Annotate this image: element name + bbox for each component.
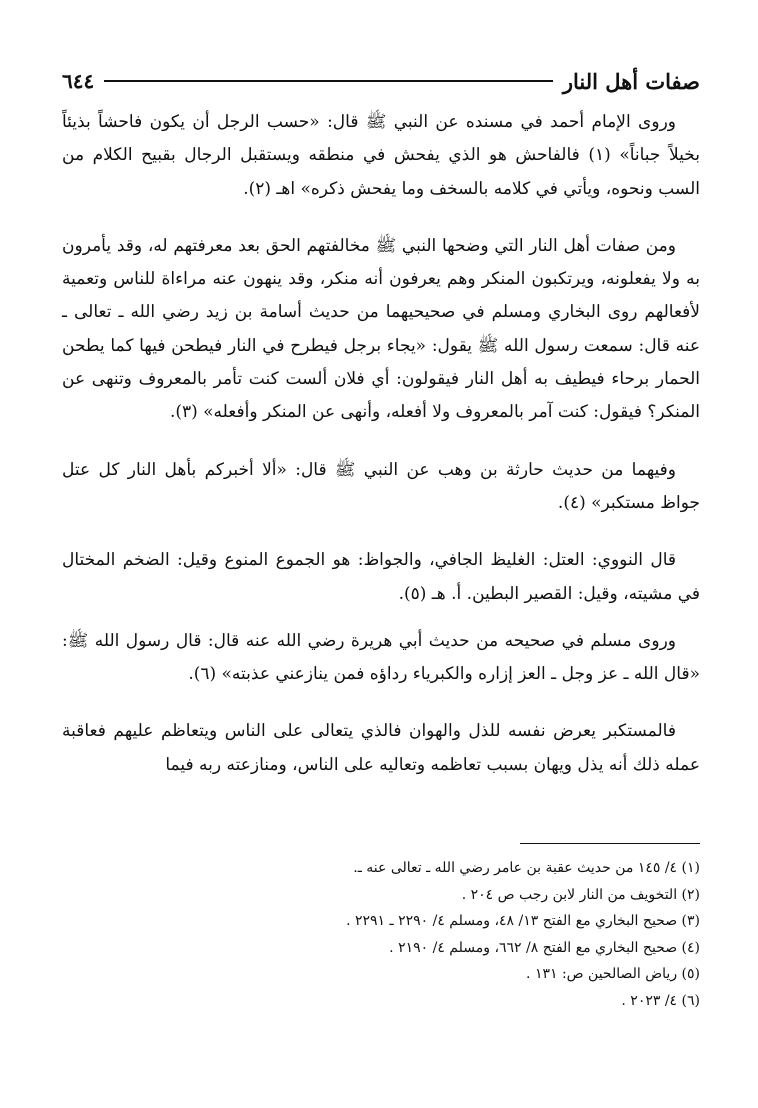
paragraph: وفيهما من حديث حارثة بن وهب عن النبي ﷺ قال: «ألا أخبركم بأهل النار كل عتل جواظ مستكبر» (٤). xyxy=(62,459,700,513)
paragraph: وروى مسلم في صحيحه من حديث أبي هريرة رضي الله عنه قال: قال رسول الله ﷺ: «قال الله ـ عز وجل ـ العز إزاره والكبرياء رداؤه فمن ينازعني عذبته» (٦). xyxy=(62,630,700,685)
footnote: (٤) صحيح البخاري مع الفتح ٨/ ٦٦٢، ومسلم ٤/ ٢١٩٠ . xyxy=(389,939,700,956)
paragraph: فالمستكبر يعرض نفسه للذل والهوان فالذي يتعالى على الناس ويتعاظم عليهم فعاقبة عمله ذلك أنه يذل ويهان بسبب تعاظمه وتعاليه على الناس، ومنازعته ربه فيما xyxy=(62,721,700,775)
footnote-separator xyxy=(520,843,700,844)
footnote: (٣) صحيح البخاري مع الفتح ١٣/ ٤٨، ومسلم ٤/ ٢٢٩٠ ـ ٢٢٩١ . xyxy=(346,913,700,929)
footnote: (٢) التخويف من النار لابن رجب ص ٢٠٤ . xyxy=(461,886,700,903)
paragraph: قال النووي: العتل: الغليظ الجافي، والجواظ: هو الجموع المنوع وقيل: الضخم المختال في مشيته، وقيل: القصير البطين. أ. هـ (٥). xyxy=(62,550,700,604)
footnote: (٥) رياض الصالحين ص: ١٣١ . xyxy=(526,966,700,982)
running-header xyxy=(62,66,700,96)
page-number: ٦٤٤ xyxy=(62,69,95,93)
header-rule xyxy=(104,80,553,82)
main-text xyxy=(62,106,700,806)
running-title: صفات أهل النار xyxy=(562,68,700,94)
footnotes xyxy=(62,855,700,1014)
footnote: (١) ٤/ ١٤٥ من حديث عقبة بن عامر رضي الله ـ تعالى عنه ـ. xyxy=(353,860,700,876)
paragraph: ومن صفات أهل النار التي وضحها النبي ﷺ مخالفتهم الحق بعد معرفتهم له، وقد يأمرون به ولا يفعلونه، ويرتكبون المنكر وهم يعرفون أنه منكر، وقد ينهون عنه مراءاة للناس وتعمية لأفعالهم روى البخاري ومسلم في صحيحيهما من حديث أسامة بن زيد رضي الله ـ تعالى ـ عنه قال: سمعت رسول الله ﷺ يقول: «يجاء برجل فيطرح في النار فيطحن فيها كما يطحن الحمار برحاء فيطيف به أهل النار فيقولون: أي فلان ألست كنت تأمر بالمعروف وتنهى عن المنكر؟ فيقول: كنت آمر بالمعروف ولا أفعله، وأنهى عن المنكر وأفعله» (٣). xyxy=(62,235,700,423)
footnote: (٦) ٤/ ٢٠٢٣ . xyxy=(621,992,700,1009)
paragraph: وروى الإمام أحمد في مسنده عن النبي ﷺ قال: «حسب الرجل أن يكون فاحشاً بذيئاً بخيلاً جباناً» (١) فالفاحش هو الذي يفحش في منطقه ويستقبل الرجال بقبيح الكلام من السب ونحوه، ويأتي في كلامه بالسخف وما يفحش ذكره» اهـ (٢). xyxy=(62,112,700,199)
